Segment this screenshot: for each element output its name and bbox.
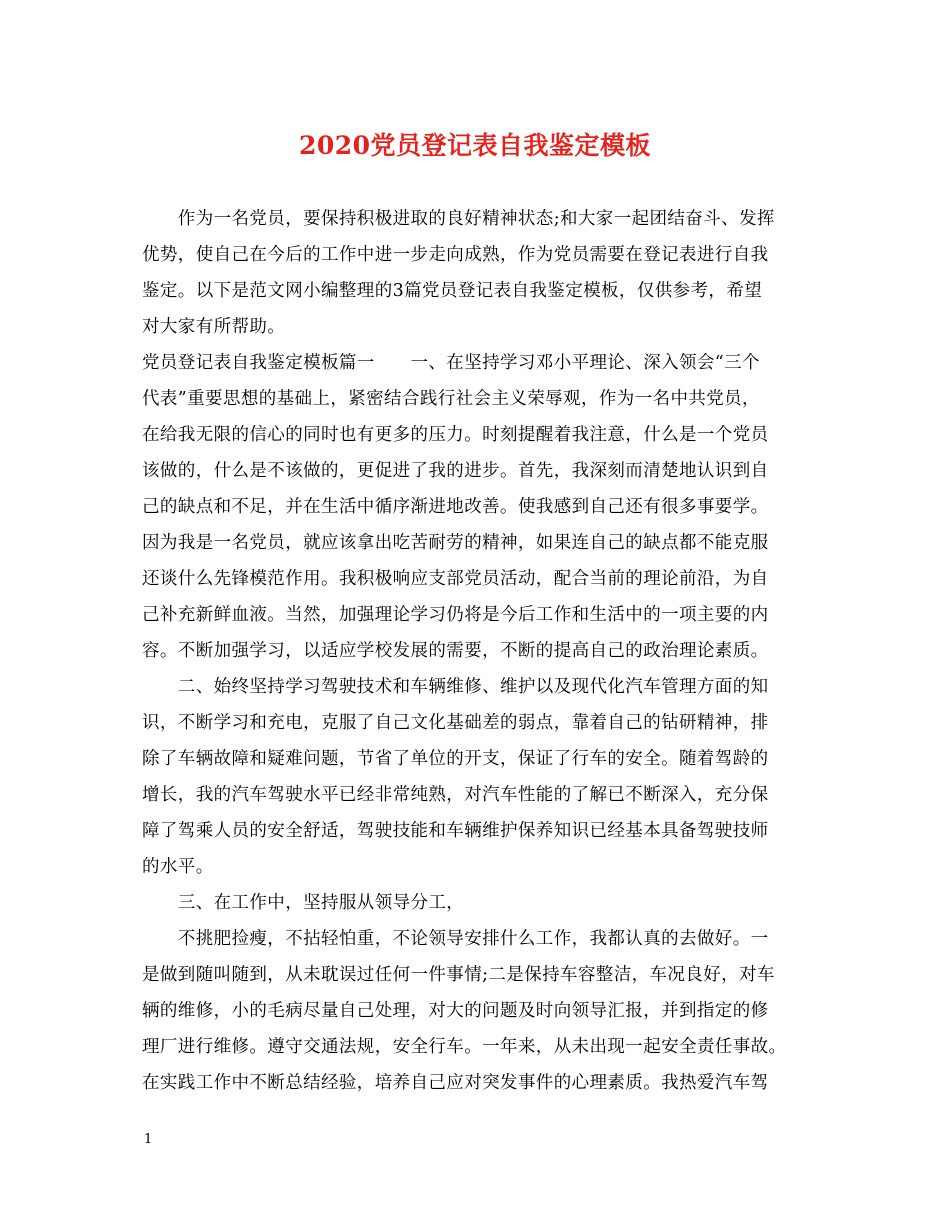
body-line: 障了驾乘人员的安全舒适，驾驶技能和车辆维护保养知识已经基本具备驾驶技师	[142, 821, 769, 841]
body-line: 增长，我的汽车驾驶水平已经非常纯熟，对汽车性能的了解已不断深入，充分保	[142, 785, 769, 805]
body-line: 还谈什么先锋模范作用。我积极响应支部党员活动，配合当前的理论前沿，为自	[142, 569, 769, 589]
body-line: 因为我是一名党员，就应该拿出吃苦耐劳的精神，如果连自己的缺点都不能克服	[142, 533, 769, 553]
body-line: 二、始终坚持学习驾驶技术和车辆维修、维护以及现代化汽车管理方面的知	[142, 677, 769, 697]
body-line: 容。不断加强学习，以适应学校发展的需要，不断的提高自己的政治理论素质。	[142, 641, 769, 661]
body-line: 该做的，什么是不该做的，更促进了我的进步。首先，我深刻而清楚地认识到自	[142, 461, 769, 481]
body-line: 是做到随叫随到，从未耽误过任何一件事情;二是保持车容整洁，车况良好，对车	[142, 965, 775, 985]
body-line: 己的缺点和不足，并在生活中循序渐进地改善。使我感到自己还有很多事要学。	[142, 497, 769, 517]
page-title: 2020党员登记表自我鉴定模板	[298, 131, 652, 160]
body-line: 作为一名党员，要保持积极进取的良好精神状态;和大家一起团结奋斗、发挥	[142, 209, 775, 229]
body-line: 三、在工作中，坚持服从领导分工，	[142, 893, 465, 913]
body-line: 在实践工作中不断总结经验，培养自己应对突发事件的心理素质。我热爱汽车驾	[142, 1073, 769, 1093]
body-line: 对大家有所帮助。	[142, 317, 286, 337]
body-line: 的水平。	[142, 857, 214, 877]
body-line: 辆的维修，小的毛病尽量自己处理，对大的问题及时向领导汇报，并到指定的修	[142, 1001, 769, 1021]
body-line: 党员登记表自我鉴定模板篇一 一、在坚持学习邓小平理论、深入领会“三个	[142, 353, 760, 373]
body-line: 在给我无限的信心的同时也有更多的压力。时刻提醒着我注意，什么是一个党员	[142, 425, 769, 445]
body-line: 识，不断学习和充电，克服了自己文化基础差的弱点，靠着自己的钻研精神，排	[142, 713, 769, 733]
body-line: 优势，使自己在今后的工作中进一步走向成熟，作为党员需要在登记表进行自我	[142, 245, 769, 265]
body-line: 除了车辆故障和疑难问题，节省了单位的开支，保证了行车的安全。随着驾龄的	[142, 749, 769, 769]
body-line: 己补充新鲜血液。当然，加强理论学习仍将是今后工作和生活中的一项主要的内	[142, 605, 769, 625]
body-line: 理厂进行维修。遵守交通法规，安全行车。一年来，从未出现一起安全责任事故。	[142, 1037, 787, 1057]
page-number: 1	[144, 1132, 153, 1147]
body-line: 代表”重要思想的基础上，紧密结合践行社会主义荣辱观，作为一名中共党员，	[142, 389, 760, 409]
body-line: 鉴定。以下是范文网小编整理的3篇党员登记表自我鉴定模板，仅供参考，希望	[142, 281, 763, 301]
body-line: 不挑肥捡瘦，不拈轻怕重，不论领导安排什么工作，我都认真的去做好。一	[142, 929, 769, 949]
